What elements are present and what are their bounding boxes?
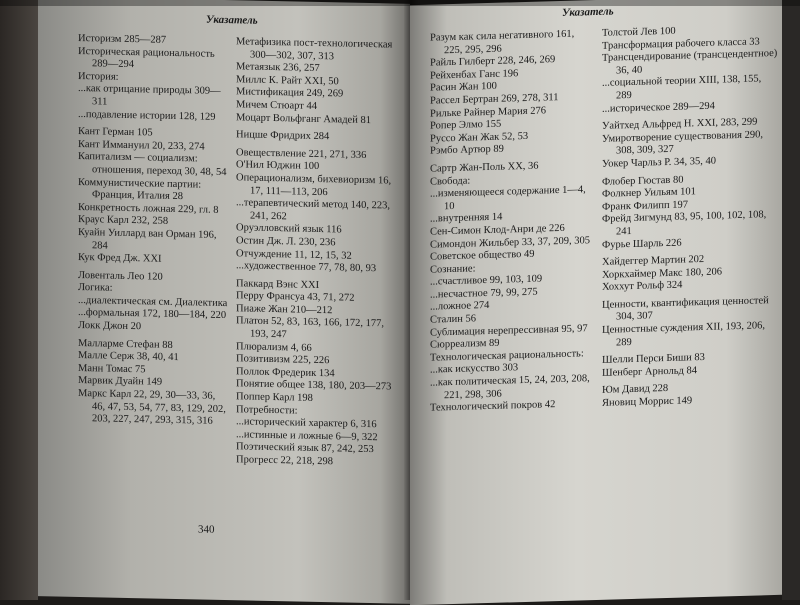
background-right (782, 0, 800, 600)
index-entry: Прогресс 22, 218, 298 (236, 454, 334, 468)
index-entry: Локк Джон 20 (78, 320, 142, 333)
index-entry: Руссо Жан Жак 52, 53 (430, 130, 529, 145)
index-entry: Капитализм — социализм: отношения, переход 30, 48, 54 (78, 151, 227, 178)
index-entry: Трансформация рабочего класса 33 (602, 36, 760, 52)
index-entry: Операционализм, бихевиоризм 16, 17, 111—113, 206 (236, 172, 392, 198)
index-entry: Метаязык 236, 257 (236, 61, 320, 75)
index-entry: Хоххут Рольф 324 (602, 279, 683, 294)
index-entry: ...внутренняя 14 (430, 211, 503, 225)
background-left (0, 0, 38, 600)
index-entry: ...формальная 172, 180—184, 220 (78, 307, 227, 322)
index-entry: Малле Серж 38, 40, 41 (78, 350, 179, 364)
index-entry: Понятие общее 138, 180, 203—273 (236, 378, 392, 393)
index-entry: Оруэлловский язык 116 (236, 222, 342, 236)
index-entry: Краус Карл 232, 258 (78, 214, 169, 228)
index-entry: ...изменяющееся содержание 1—4, 10 (430, 184, 586, 212)
index-entry: Фурье Шарль 226 (602, 237, 682, 251)
index-entry: Шелли Перси Биши 83 (602, 352, 705, 367)
right-page (410, 0, 782, 605)
index-entry: Технологический покров 42 (430, 399, 556, 414)
index-entry: Моцарт Вольфганг Амадей 81 (236, 111, 371, 126)
index-entry: Хайдеггер Мартин 202 (602, 254, 705, 268)
index-entry: Мичем Стюарт 44 (236, 99, 317, 112)
index-entry: Хоркхаймер Макс 180, 206 (602, 266, 722, 281)
index-entry: Потребности: (236, 403, 298, 417)
index-entry: Франк Филипп 197 (602, 199, 688, 213)
index-entry: ...как искусство 303 (430, 362, 519, 377)
index-entry: Поллок Фредерик 134 (236, 366, 335, 380)
index-entry: Отчуждение 11, 12, 15, 32 (236, 247, 352, 262)
index-entry: Паккард Вэнс XXI (236, 277, 320, 291)
left-page (38, 0, 410, 604)
index-entry: Плюрализм 4, 66 (236, 340, 312, 354)
index-entry: Остин Дж. Л. 230, 236 (236, 235, 336, 249)
left-page-column-1 (78, 33, 228, 429)
index-entry: Трансцендирование (трансцендентное) 36, 40 (602, 48, 778, 77)
index-entry: ...историческое 289—294 (602, 100, 715, 115)
index-entry: Ценностные суждения XII, 193, 206, 289 (602, 320, 765, 349)
index-entry: Технологическая рациональность: (430, 348, 584, 364)
index-entry: Куайн Уиллард ван Орман 196, 284 (78, 226, 217, 252)
index-entry: ...истинные и ложные 6—9, 322 (236, 429, 378, 444)
index-entry: ...несчастное 79, 99, 275 (430, 286, 538, 301)
index-entry: Платон 52, 83, 163, 166, 172, 177, 193, 247 (236, 315, 385, 341)
index-entry: Ловенталь Лео 120 (78, 269, 163, 283)
index-entry: История: (78, 70, 119, 83)
index-entry: Поэтический язык 87, 242, 253 (236, 441, 374, 456)
index-entry: ...диалектическая см. Диалектика (78, 294, 228, 309)
index-entry: Рейхенбах Ганс 196 (430, 67, 519, 82)
index-entry: Сталин 56 (430, 313, 476, 326)
index-entry: Метафизика пост-технологическая 300—302, 307, 313 (236, 36, 393, 62)
index-entry: Райль Гилберт 228, 246, 269 (430, 54, 556, 69)
index-entry: Логика: (78, 282, 113, 294)
index-entry: Свобода: (430, 175, 471, 188)
index-entry: ...счастливое 99, 103, 109 (430, 273, 543, 288)
index-entry: Флобер Гюстав 80 (602, 174, 684, 188)
index-entry: ...подавление истории 128, 129 (78, 108, 216, 123)
index-entry: Фолкнер Уильям 101 (602, 186, 696, 200)
index-entry: Рильке Райнер Мария 276 (430, 104, 546, 120)
index-entry: Малларме Стефан 88 (78, 337, 173, 351)
index-entry: Конкретность ложная 229, гл. 8 (78, 201, 219, 216)
index-entry: Кук Фред Дж. XXI (78, 252, 162, 265)
index-entry: Сублимация нерепрессивная 95, 97 (430, 322, 588, 339)
index-entry: ...терапевтический метод 140, 223, 241, 262 (236, 197, 390, 223)
index-entry: ...как политическая 15, 24, 203, 208, 221, 298, 306 (430, 373, 590, 401)
index-entry: Миллс К. Райт XXI, 50 (236, 74, 339, 88)
right-page-column-2 (602, 23, 778, 411)
right-page-header: Указатель (562, 5, 614, 19)
page-number: 340 (198, 523, 215, 536)
index-entry: ...социальной теории XIII, 138, 155, 289 (602, 73, 762, 102)
index-entry: Историзм 285—287 (78, 32, 167, 46)
index-entry: Шенберг Арнольд 84 (602, 365, 697, 379)
index-entry: Пиаже Жан 210—212 (236, 303, 333, 317)
index-entry: Кант Герман 105 (78, 126, 153, 139)
index-entry: Сен-Симон Клод-Анри де 226 (430, 222, 565, 238)
index-entry: Советское общество 49 (430, 248, 535, 263)
index-entry: Толстой Лев 100 (602, 25, 676, 39)
index-entry: ...художественное 77, 78, 80, 93 (236, 260, 377, 275)
index-entry: Уокер Чарльз Р. 34, 35, 40 (602, 155, 717, 170)
index-entry: Кант Иммануил 20, 233, 274 (78, 138, 205, 153)
index-entry: Сознание: (430, 263, 476, 276)
index-entry: Уайтхед Альфред Н. XXI, 283, 299 (602, 116, 758, 132)
right-page-column-1 (430, 28, 592, 415)
index-entry: Рэмбо Артюр 89 (430, 143, 504, 157)
index-entry: Разум как сила негативного 161, 225, 295, 296 (430, 28, 575, 56)
index-entry: Рассел Бертран 269, 278, 311 (430, 92, 559, 107)
index-entry: Фрейд Зигмунд 83, 95, 100, 102, 108, 241 (602, 209, 767, 238)
background-top (0, 0, 800, 6)
index-entry: Коммунистические партии: Франция, Италия 28 (78, 176, 202, 203)
index-entry: Маркс Карл 22, 29, 30—33, 36, 46, 47, 53, 54, 77, 83, 129, 202, 203, 227, 247, 293, 315, 316 (78, 387, 226, 427)
index-entry: Манн Томас 75 (78, 362, 146, 376)
left-page-column-2 (236, 36, 404, 470)
index-entry: Историческая рациональность 289—294 (78, 45, 215, 71)
index-entry: Мистификация 249, 269 (236, 86, 344, 100)
index-entry: Расин Жан 100 (430, 81, 497, 95)
index-entry: Ропер Элмо 155 (430, 118, 502, 132)
index-entry: Ценности, квантификация ценностей 304, 307 (602, 295, 769, 323)
index-entry: ...ложное 274 (430, 300, 490, 314)
index-entry: Умиротворение существования 290, 308, 309, 327 (602, 129, 764, 157)
index-entry: Марвик Дуайн 149 (78, 375, 163, 389)
index-entry: Юм Давид 228 (602, 383, 669, 397)
index-entry: Ницше Фридрих 284 (236, 129, 330, 143)
index-entry: О'Нил Юджин 100 (236, 159, 320, 173)
left-page-header: Указатель (206, 13, 258, 27)
index-entry: ...исторический характер 6, 316 (236, 416, 377, 431)
index-entry: Овеществление 221, 271, 336 (236, 147, 367, 161)
index-entry: Сюрреализм 89 (430, 337, 500, 351)
index-entry: Позитивизм 225, 226 (236, 353, 330, 367)
index-entry: ...как отрицание природы 309—311 (78, 83, 221, 108)
index-entry: Симондон Жильбер 33, 37, 209, 305 (430, 234, 591, 251)
index-entry: Перру Франсуа 43, 71, 272 (236, 290, 355, 305)
index-entry: Сартр Жан-Поль XX, 36 (430, 160, 539, 175)
index-entry: Яновиц Моррис 149 (602, 395, 693, 409)
index-entry: Поппер Карл 198 (236, 391, 313, 404)
